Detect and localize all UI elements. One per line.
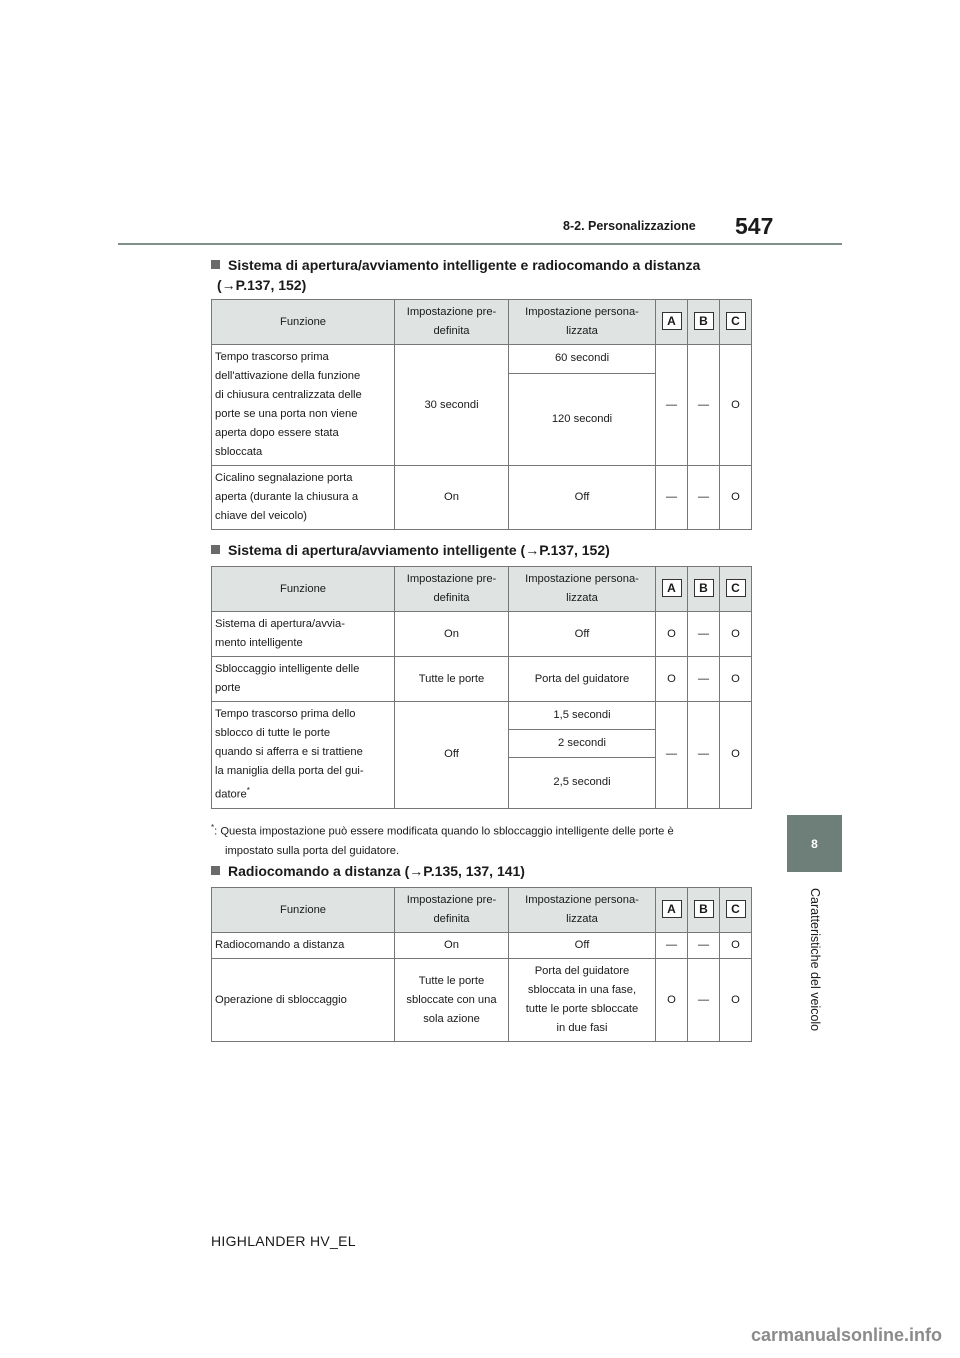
col-personalizzata-l1: Impostazione persona- <box>525 306 639 318</box>
function-line: dell'attivazione della funzione <box>215 370 361 382</box>
default-cell <box>395 959 509 1042</box>
col-predefinita <box>395 888 509 933</box>
table-row <box>212 657 752 702</box>
footer-model: HIGHLANDER HV_EL <box>211 1233 356 1249</box>
footnote-line2: impostato sulla porta del guidatore. <box>225 844 400 857</box>
section3-title: Radiocomando a distanza (→P.135, 137, 141) <box>228 863 525 879</box>
col-a <box>656 888 688 933</box>
col-b <box>688 567 720 612</box>
section1-title-line1: Sistema di apertura/avviamento intelligente e radiocomando a distanza <box>228 257 701 273</box>
col-a-box: A <box>662 579 682 597</box>
function-line: mento intelligente <box>215 637 303 649</box>
col-c <box>720 300 752 345</box>
col-b-box: B <box>694 900 714 918</box>
custom-line: sbloccata in una fase, <box>527 984 637 996</box>
col-predefinita-l2: definita <box>433 913 470 925</box>
function-cell <box>212 657 395 702</box>
custom-line: tutte le porte sbloccate <box>525 1003 639 1015</box>
col-predefinita-l1: Impostazione pre- <box>406 573 497 585</box>
col-c-box: C <box>726 312 746 330</box>
section1-title-line2: (→P.137, 152) <box>217 277 307 293</box>
col-c <box>720 567 752 612</box>
default-line: sola azione <box>423 1012 480 1025</box>
custom-cell: 120 secondi <box>509 373 656 465</box>
function-cell: Operazione di sbloccaggio <box>212 959 395 1042</box>
default-line: Tutte le porte <box>418 974 485 987</box>
square-bullet-icon <box>211 260 220 269</box>
table-row <box>212 612 752 657</box>
col-personalizzata-l2: lizzata <box>566 592 598 604</box>
a-cell: — <box>656 466 688 530</box>
col-b <box>688 300 720 345</box>
a-cell: — <box>656 345 688 466</box>
col-b-box: B <box>694 312 714 330</box>
custom-line: in due fasi <box>556 1022 608 1034</box>
page-number: 547 <box>735 213 774 239</box>
a-cell: O <box>656 657 688 702</box>
function-line: Tempo trascorso prima dello <box>215 708 356 720</box>
function-line: sbloccata <box>215 446 263 458</box>
function-line: Sbloccaggio intelligente delle <box>215 663 360 675</box>
b-cell: — <box>688 702 720 809</box>
col-funzione: Funzione <box>212 567 395 612</box>
function-cell <box>212 612 395 657</box>
col-personalizzata <box>509 300 656 345</box>
custom-cell: 1,5 secondi <box>509 702 656 730</box>
function-line: porte se una porta non viene <box>215 408 358 420</box>
col-a-box: A <box>662 900 682 918</box>
function-cell: Radiocomando a distanza <box>212 933 395 959</box>
custom-cell <box>509 959 656 1042</box>
default-cell: Off <box>395 702 509 809</box>
footnote <box>211 818 771 861</box>
function-line: Sistema di apertura/avvia- <box>215 618 345 630</box>
footnote-mark: * <box>211 823 215 832</box>
table-row <box>212 466 752 530</box>
col-funzione: Funzione <box>212 888 395 933</box>
c-cell: O <box>720 657 752 702</box>
col-funzione: Funzione <box>212 300 395 345</box>
b-cell: — <box>688 466 720 530</box>
function-line: Cicalino segnalazione porta <box>215 472 353 484</box>
b-cell: — <box>688 959 720 1042</box>
c-cell: O <box>720 702 752 809</box>
section1-heading <box>211 255 700 295</box>
col-predefinita-l2: definita <box>433 325 470 337</box>
col-a-box: A <box>662 312 682 330</box>
table-header-row <box>212 888 752 933</box>
custom-cell: Off <box>509 933 656 959</box>
col-a <box>656 567 688 612</box>
chapter-tab: 8 <box>787 815 842 872</box>
default-cell: On <box>395 612 509 657</box>
col-personalizzata-l2: lizzata <box>566 325 598 337</box>
default-cell: On <box>395 933 509 959</box>
function-line: aperta (durante la chiusura a <box>215 491 359 503</box>
function-line: aperta dopo essere stata <box>215 427 339 439</box>
default-line: sbloccate con una <box>406 993 497 1006</box>
function-line: quando si afferra e si trattiene <box>215 746 363 758</box>
chapter-title: Caratteristiche del veicolo <box>808 888 822 1032</box>
table-row <box>212 959 752 1042</box>
col-personalizzata <box>509 888 656 933</box>
custom-cell: Off <box>509 612 656 657</box>
table-row <box>212 345 752 374</box>
col-b-box: B <box>694 579 714 597</box>
custom-line: Porta del guidatore <box>534 965 630 977</box>
section1-table <box>211 299 752 530</box>
function-line: chiave del veicolo) <box>215 510 308 522</box>
section2-title: Sistema di apertura/avviamento intelligente (→P.137, 152) <box>228 542 610 558</box>
c-cell: O <box>720 933 752 959</box>
col-personalizzata-l1: Impostazione persona- <box>525 573 639 585</box>
table-row <box>212 933 752 959</box>
a-cell: — <box>656 933 688 959</box>
square-bullet-icon <box>211 866 220 875</box>
section3-heading <box>211 861 525 881</box>
default-cell: Tutte le porte <box>395 657 509 702</box>
custom-cell: 2,5 secondi <box>509 757 656 808</box>
default-cell: On <box>395 466 509 530</box>
custom-cell: 60 secondi <box>509 345 656 374</box>
b-cell: — <box>688 612 720 657</box>
table-header-row <box>212 300 752 345</box>
a-cell: O <box>656 612 688 657</box>
a-cell: — <box>656 702 688 809</box>
section2-table <box>211 566 752 809</box>
col-predefinita-l1: Impostazione pre- <box>406 306 497 318</box>
table-row <box>212 702 752 730</box>
col-c <box>720 888 752 933</box>
b-cell: — <box>688 345 720 466</box>
b-cell: — <box>688 933 720 959</box>
section3-table <box>211 887 752 1042</box>
custom-cell: 2 secondi <box>509 729 656 757</box>
square-bullet-icon <box>211 545 220 554</box>
col-personalizzata <box>509 567 656 612</box>
footnote-line1: : Questa impostazione può essere modificata quando lo sbloccaggio intelligente delle porte è <box>214 825 674 838</box>
c-cell: O <box>720 612 752 657</box>
col-c-box: C <box>726 579 746 597</box>
function-cell <box>212 702 395 809</box>
header-rule <box>118 243 842 245</box>
function-line: porte <box>215 682 241 694</box>
col-b <box>688 888 720 933</box>
col-a <box>656 300 688 345</box>
c-cell: O <box>720 345 752 466</box>
col-predefinita-l1: Impostazione pre- <box>406 894 497 906</box>
col-personalizzata-l1: Impostazione persona- <box>525 894 639 906</box>
footnote-mark: * <box>246 786 250 795</box>
function-line: datore <box>215 788 247 801</box>
table-header-row <box>212 567 752 612</box>
watermark: carmanualsonline.info <box>750 1325 942 1345</box>
col-predefinita <box>395 567 509 612</box>
col-personalizzata-l2: lizzata <box>566 913 598 925</box>
col-predefinita-l2: definita <box>433 592 470 604</box>
function-line: la maniglia della porta del gui- <box>215 765 364 777</box>
custom-cell: Porta del guidatore <box>509 657 656 702</box>
c-cell: O <box>720 466 752 530</box>
a-cell: O <box>656 959 688 1042</box>
custom-cell: Off <box>509 466 656 530</box>
function-cell <box>212 466 395 530</box>
c-cell: O <box>720 959 752 1042</box>
function-line: sblocco di tutte le porte <box>215 727 331 739</box>
section2-heading <box>211 540 610 560</box>
section-header: 8-2. Personalizzazione <box>563 219 696 233</box>
col-predefinita <box>395 300 509 345</box>
function-cell <box>212 345 395 466</box>
col-c-box: C <box>726 900 746 918</box>
default-cell: 30 secondi <box>395 345 509 466</box>
function-line: Tempo trascorso prima <box>215 351 329 363</box>
b-cell: — <box>688 657 720 702</box>
function-line: di chiusura centralizzata delle <box>215 389 362 401</box>
